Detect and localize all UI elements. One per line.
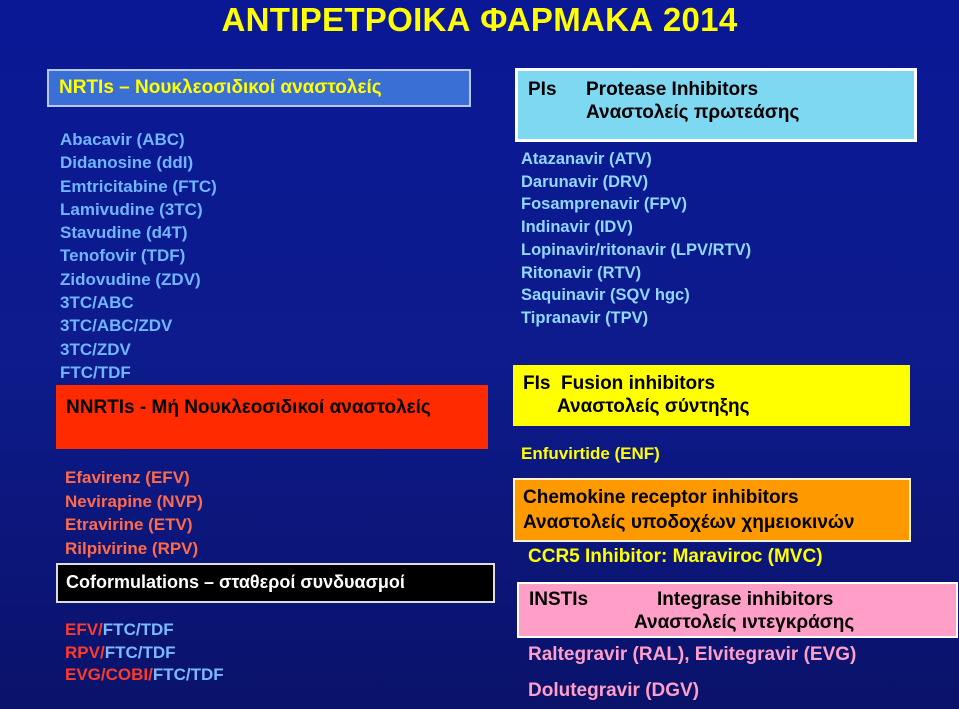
list-item: Fosamprenavir (FPV) [521, 195, 687, 214]
list-item: Tenofovir (TDF) [60, 246, 186, 266]
list-item: Rilpivirine (RPV) [65, 538, 199, 558]
insti-header [517, 582, 958, 638]
list-item [65, 619, 224, 642]
list-item: Lamivudine (3TC) [60, 199, 203, 219]
fi-abbr: FIs [523, 373, 551, 394]
chemokine-drug: CCR5 Inhibitor: Maraviroc (MVC) [528, 546, 823, 567]
insti-abbr: INSTIs [529, 589, 589, 610]
list-item: Ritonavir (RTV) [521, 263, 642, 282]
list-item: Atazanavir (ATV) [521, 150, 652, 168]
coformulation-part-blue: FTC/TDF [102, 620, 174, 639]
list-item: Emtricitabine (FTC) [60, 176, 217, 196]
pi-abbr: PIs [528, 79, 557, 100]
insti-greek: Αναστολείς ιντεγκράσης [634, 612, 855, 633]
fi-header [513, 365, 910, 426]
list-item: Stavudine (d4T) [60, 223, 188, 243]
list-item: 3TC/ABC/ZDV [60, 316, 173, 336]
coformulation-part-red: EVG/COBI/ [65, 665, 153, 684]
insti-name: Integrase inhibitors [657, 589, 834, 610]
nrti-header: NRTIs – Νουκλεοσιδικοί αναστολείς [47, 69, 471, 107]
list-item [65, 664, 224, 687]
list-item: Darunavir (DRV) [521, 172, 649, 191]
pi-drug-list [521, 148, 751, 330]
insti-drug: Dolutegravir (DGV) [528, 680, 700, 701]
pi-name: Protease Inhibitors [586, 79, 759, 100]
coformulations-header: Coformulations – σταθεροί συνδυασμοί [56, 563, 495, 603]
pi-header [515, 68, 917, 142]
pi-greek: Αναστολείς πρωτεάσης [586, 102, 800, 123]
fi-greek: Αναστολείς σύντηξης [557, 396, 750, 417]
list-item: Didanosine (ddI) [60, 153, 194, 173]
list-item: Lopinavir/ritonavir (LPV/RTV) [521, 240, 752, 259]
list-item: Saquinavir (SQV hgc) [521, 286, 690, 305]
chemokine-header [513, 478, 911, 542]
nnrti-drug-list [65, 466, 203, 560]
chemokine-greek: Αναστολείς υποδοχέων χημειοκινών [523, 512, 855, 533]
coformulation-part-red: EFV/ [65, 620, 103, 639]
list-item [65, 642, 224, 665]
fi-drug: Enfuvirtide (ENF) [521, 444, 660, 463]
list-item: Zidovudine (ZDV) [60, 269, 201, 289]
insti-drug: Raltegravir (RAL), Elvitegravir (EVG) [528, 644, 857, 665]
list-item: Etravirine (ETV) [65, 515, 193, 534]
chemokine-name: Chemokine receptor inhibitors [523, 487, 799, 508]
nnrti-header: NNRTIs - Mή Νουκλεοσιδικοί αναστολείς [56, 385, 488, 449]
list-item: Nevirapine (NVP) [65, 491, 203, 511]
fi-name: Fusion inhibitors [561, 373, 716, 394]
list-item: FTC/TDF [60, 362, 131, 382]
list-item: Abacavir (ABC) [60, 130, 185, 149]
page-title: ΑΝΤΙΡΕΤΡΟΙΚΑ ΦΑΡΜΑΚΑ 2014 [221, 1, 738, 38]
list-item: Indinavir (IDV) [521, 218, 633, 237]
coformulation-part-red: RPV/ [65, 642, 105, 662]
list-item: Efavirenz (EFV) [65, 468, 190, 487]
list-item: 3TC/ZDV [60, 339, 131, 359]
nrti-drug-list [60, 128, 217, 384]
coformulation-part-blue: FTC/TDF [152, 665, 224, 684]
coformulation-part-blue: FTC/TDF [104, 642, 176, 662]
list-item: Tipranavir (TPV) [521, 308, 649, 327]
list-item: 3TC/ABC [60, 293, 134, 313]
coformulations-list [65, 619, 224, 687]
